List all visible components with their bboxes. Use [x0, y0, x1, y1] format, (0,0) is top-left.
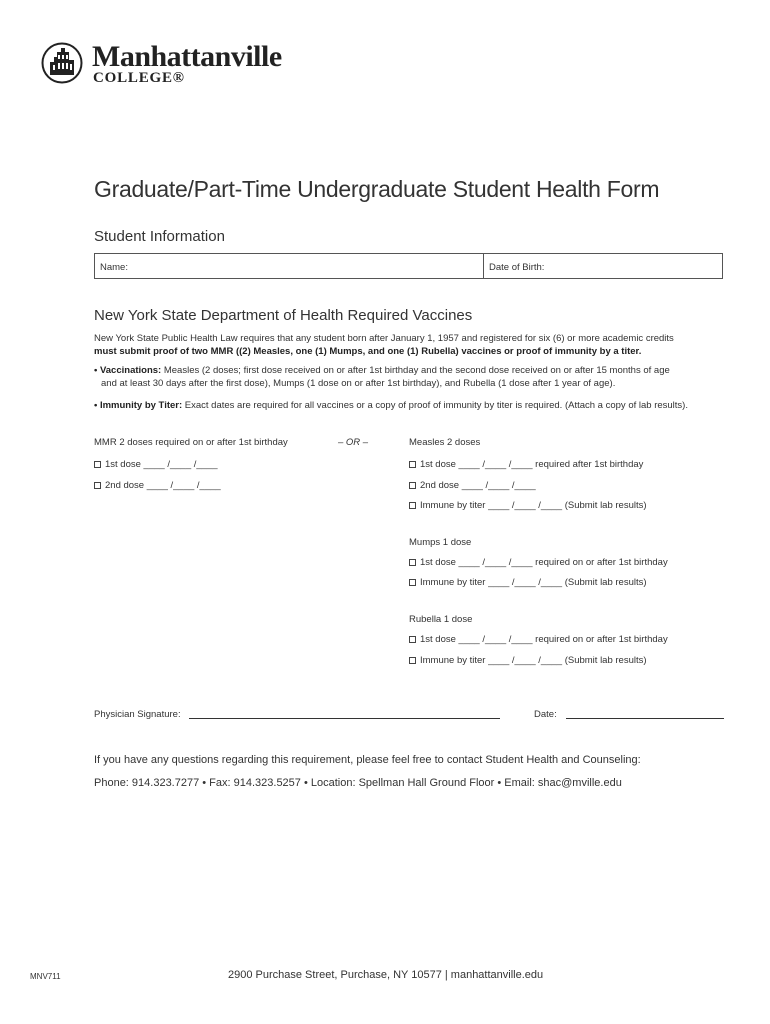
measles-titer-checkbox[interactable]: [409, 502, 416, 509]
student-info-heading: Student Information: [94, 228, 225, 245]
form-code: MNV711: [30, 972, 61, 981]
vaccinations-text-2: and at least 30 days after the first dose), Mumps (1 dose on or after 1st birthday), and Rubella (1 dose after 1 year of age).: [101, 378, 616, 389]
mumps-titer-label: Immune by titer ____ /____ /____ (Submit lab results): [420, 577, 647, 588]
mmr-dose-2-row: [94, 480, 221, 491]
mumps-titer-row: [409, 577, 647, 588]
college-seal-icon: [41, 42, 83, 84]
titer-bullet: [94, 399, 724, 412]
contact-intro: If you have any questions regarding this requirement, please feel free to contact Student Health and Counseling:: [94, 754, 641, 766]
titer-label: • Immunity by Titer:: [94, 400, 183, 411]
measles-dose-1-label: 1st dose ____ /____ /____ required after 1st birthday: [420, 459, 644, 470]
vaccines-heading: New York State Department of Health Required Vaccines: [94, 307, 473, 324]
name-field[interactable]: Name:: [100, 262, 128, 273]
mumps-dose-1-row: [409, 557, 668, 568]
dob-field[interactable]: Date of Birth:: [489, 262, 545, 273]
rubella-dose-1-label: 1st dose ____ /____ /____ required on or after 1st birthday: [420, 634, 668, 645]
titer-text: Exact dates are required for all vaccines or a copy of proof of immunity by titer is required. (Attach a copy of lab results).: [182, 400, 688, 411]
info-divider: [483, 254, 484, 278]
mumps-heading: Mumps 1 dose: [409, 537, 472, 548]
logo-wordmark: Manhattanville: [92, 40, 282, 73]
vaccinations-text-1: Measles (2 doses; first dose received on or after 1st birthday and the second dose received on or after 15 months of age: [161, 365, 670, 376]
page-title: Graduate/Part-Time Undergraduate Student Health Form: [94, 176, 660, 202]
measles-heading: Measles 2 doses: [409, 437, 481, 448]
mmr-heading: MMR 2 doses required on or after 1st birthday: [94, 437, 288, 448]
rubella-dose-1-row: [409, 634, 668, 645]
logo-subtitle: COLLEGE®: [93, 70, 185, 86]
vaccinations-label: • Vaccinations:: [94, 365, 162, 376]
date-label: Date:: [534, 709, 557, 720]
rubella-heading: Rubella 1 dose: [409, 614, 473, 625]
measles-dose-2-checkbox[interactable]: [409, 482, 416, 489]
mumps-dose-1-checkbox[interactable]: [409, 559, 416, 566]
vaccines-intro: [94, 332, 724, 358]
mumps-dose-1-label: 1st dose ____ /____ /____ required on or after 1st birthday: [420, 557, 668, 568]
measles-titer-row: [409, 500, 647, 511]
date-line[interactable]: [566, 718, 724, 719]
contact-details: Phone: 914.323.7277 • Fax: 914.323.5257 • Location: Spellman Hall Ground Floor • Email: shac@mville.edu: [94, 777, 622, 789]
mmr-dose-2-checkbox[interactable]: [94, 482, 101, 489]
student-info-table: [94, 253, 723, 279]
mmr-dose-2-label: 2nd dose ____ /____ /____: [105, 480, 221, 491]
vaccinations-bullet: [94, 364, 724, 390]
mmr-dose-1-row: [94, 459, 218, 470]
physician-signature-line[interactable]: [189, 718, 500, 719]
or-label: – OR –: [338, 437, 369, 448]
physician-signature-label: Physician Signature:: [94, 709, 181, 720]
intro-line-1: New York State Public Health Law requires that any student born after January 1, 1957 and registered for six (6) or more academic credits: [94, 333, 674, 344]
intro-line-2: must submit proof of two MMR ((2) Measles, one (1) Mumps, and one (1) Rubella) vaccines or proof of immunity by a titer.: [94, 346, 642, 357]
rubella-titer-label: Immune by titer ____ /____ /____ (Submit lab results): [420, 655, 647, 666]
measles-dose-1-checkbox[interactable]: [409, 461, 416, 468]
measles-titer-label: Immune by titer ____ /____ /____ (Submit lab results): [420, 500, 647, 511]
mmr-dose-1-label: 1st dose ____ /____ /____: [105, 459, 218, 470]
rubella-dose-1-checkbox[interactable]: [409, 636, 416, 643]
measles-dose-2-label: 2nd dose ____ /____ /____: [420, 480, 536, 491]
rubella-titer-row: [409, 655, 647, 666]
measles-dose-1-row: [409, 459, 643, 470]
rubella-titer-checkbox[interactable]: [409, 657, 416, 664]
footer-address: 2900 Purchase Street, Purchase, NY 10577 | manhattanville.edu: [228, 969, 544, 981]
measles-dose-2-row: [409, 480, 536, 491]
mmr-dose-1-checkbox[interactable]: [94, 461, 101, 468]
mumps-titer-checkbox[interactable]: [409, 579, 416, 586]
